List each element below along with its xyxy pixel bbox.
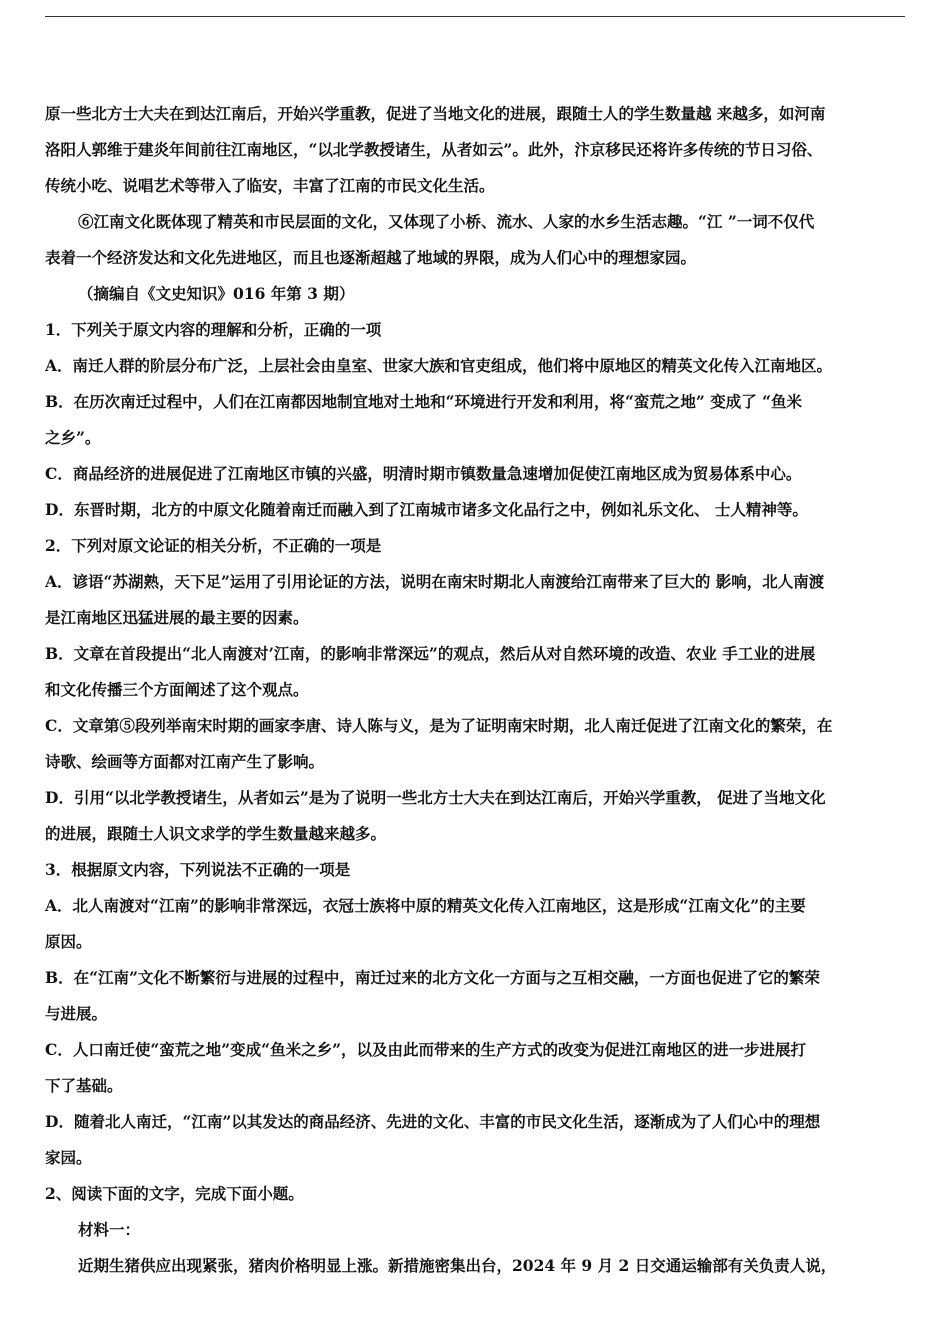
option-d-cont: 家园。 [45,1148,92,1167]
question-3 [45,852,907,1176]
header-rule [45,16,905,17]
option-b: B．在“江南”文化不断繁衍与进展的过程中，南迁过来的北方文化一方面与之互相交融，一方面也促进了它的繁荣 [45,968,820,987]
passage-source: （摘编自《文史知识》016 年第 3 期） [78,284,355,303]
option-c-cont: 诗歌、绘画等方面都对江南产生了影响。 [45,752,325,771]
material-label: 材料一： [78,1220,141,1239]
option-b: B．在历次南迁过程中，人们在江南都因地制宜地对土地和“环境进行开发和利用，将“蛮荒之地” 变成了 “鱼米 [45,392,803,411]
passage-paragraph-6 [45,204,907,276]
question-stem: 3．根据原文内容，下列说法不正确的一项是 [45,860,351,879]
option-a: A．南迁人群的阶层分布广泛，上层社会由皇室、世家大族和官吏组成，他们将中原地区的精英文化传入江南地区。 [45,356,833,375]
option-a-cont: 原因。 [45,932,92,951]
section-heading: 2、阅读下面的文字，完成下面小题。 [45,1184,304,1203]
option-d: D．随着北人南迁，“江南”以其发达的商品经济、先进的文化、丰富的市民文化生活，逐渐成为了人们心中的理想 [45,1112,821,1131]
text-line: 洛阳人郭维于建炎年间前往江南地区，“以北学教授诸生，从者如云”。此外，汴京移民还将许多传统的节日习俗、 [45,140,823,159]
option-d: D．引用“以北学教授诸生，从者如云”是为了说明一些北方士大夫在到达江南后，开始兴学重教， 促进了当地文化 [45,788,826,807]
question-stem: 2．下列对原文论证的相关分析，不正确的一项是 [45,536,382,555]
option-b-cont: 与进展。 [45,1004,108,1023]
text-line: 传统小吃、说唱艺术等带入了临安，丰富了江南的市民文化生活。 [45,176,495,195]
document-body [45,96,907,1284]
text-line: 原一些北方士大夫在到达江南后，开始兴学重教，促进了当地文化的进展，跟随士人的学生数量越 来越多，如河南 [45,104,826,123]
option-c: C．文章第⑤段列举南宋时期的画家李唐、诗人陈与义，是为了证明南宋时期，北人南迁促进了江南文化的繁荣，在 [45,716,833,735]
question-1 [45,312,907,528]
option-c-cont: 下了基础。 [45,1076,123,1095]
option-a-cont: 是江南地区迅猛进展的最主要的因素。 [45,608,309,627]
passage-paragraph [45,96,907,204]
question-2 [45,528,907,852]
option-b-cont: 之乡”。 [45,428,101,447]
option-c: C．人口南迁使“蛮荒之地”变成“鱼米之乡”，以及由此而带来的生产方式的改变为促进江南地区的进一步进展打 [45,1040,807,1059]
option-c: C．商品经济的进展促进了江南地区市镇的兴盛，明清时期市镇数量急速增加促使江南地区成为贸易体系中心。 [45,464,802,483]
option-b: B．文章在首段提出“北人南渡对’江南，的影响非常深远”的观点，然后从对自然环境的改造、农业 手工业的进展 [45,644,816,663]
option-d: D．东晋时期，北方的中原文化随着南迁而融入到了江南城市诸多文化品行之中，例如礼乐文化、 士人精神等。 [45,500,808,519]
option-b-cont: 和文化传播三个方面阐述了这个观点。 [45,680,309,699]
section-2 [45,1176,907,1284]
option-d-cont: 的进展，跟随士人识文求学的学生数量越来越多。 [45,824,387,843]
option-a: A．谚语“苏湖熟，天下足”运用了引用论证的方法，说明在南宋时期北人南渡给江南带来了巨大的 影响，北人南渡 [45,572,825,591]
material-text: 近期生猪供应出现紧张，猪肉价格明显上涨。新措施密集出台，2024 年 9 月 2 日交通运输部有关负责人说， [78,1256,837,1275]
option-a: A．北人南渡对“江南”的影响非常深远，衣冠士族将中原的精英文化传入江南地区，这是形成“江南文化”的主要 [45,896,806,915]
question-stem: 1．下列关于原文内容的理解和分析，正确的一项 [45,320,382,339]
text-line: ⑥江南文化既体现了精英和市民层面的文化，又体现了小桥、流水、人家的水乡生活志趣。“江 ”一词不仅代 [78,212,815,231]
text-line: 表着一个经济发达和文化先进地区，而且也逐渐超越了地域的界限，成为人们心中的理想家园。 [45,248,697,267]
